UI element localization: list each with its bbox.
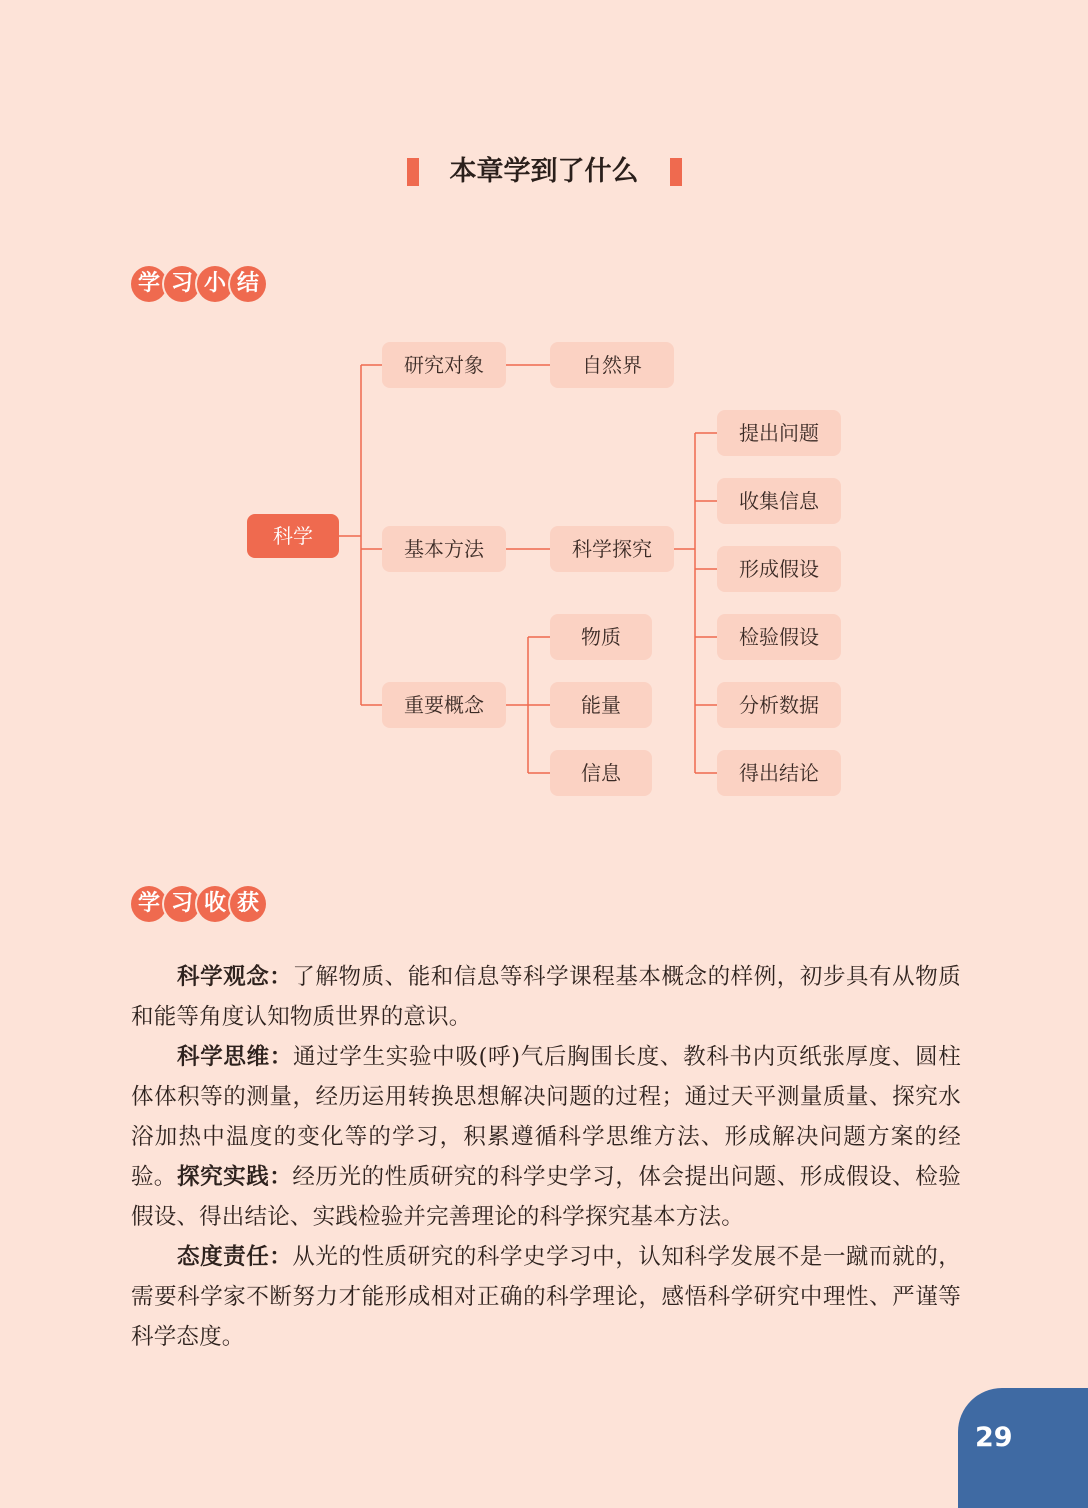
paragraph-text: 了解物质、能和信息等科学课程基本概念的样例，初步具有从物质和能等角度认知物质世界的意识。 [131, 964, 961, 1030]
summary-heading-char: 学 [131, 266, 167, 302]
paragraph-text: 经历光的性质研究的科学史学习，体会提出问题、形成假设、检验假设、得出结论、实践检验并完善理论的科学探究基本方法。 [131, 1164, 961, 1230]
inquiry-step-node: 形成假设 [717, 546, 841, 592]
summary-heading-char: 小 [197, 266, 233, 302]
paragraph-key: 科学观念： [177, 964, 293, 990]
page-title: 本章学到了什么 [449, 156, 639, 187]
summary-heading-char: 习 [164, 266, 200, 302]
branch-basic-method: 基本方法 [382, 526, 506, 572]
paragraph-key: 科学思维： [177, 1044, 293, 1070]
paragraph-attitude-responsibility [131, 1237, 961, 1357]
paragraph-text: 从光的性质研究的科学史学习中，认知科学发展不是一蹴而就的，需要科学家不断努力才能形成相对正确的科学理论，感悟科学研究中理性、严谨等科学态度。 [131, 1244, 961, 1350]
gains-heading-char: 学 [131, 886, 167, 922]
summary-heading-char: 结 [230, 266, 266, 302]
paragraph-inquiry-practice [131, 1157, 961, 1237]
page-number: 29 [975, 1422, 1013, 1453]
gains-heading-char: 获 [230, 886, 266, 922]
concept-node-information: 信息 [550, 750, 652, 796]
paragraph-scientific-concepts [131, 957, 961, 1037]
inquiry-step-node: 得出结论 [717, 750, 841, 796]
gains-heading-char: 收 [197, 886, 233, 922]
branch-key-concepts: 重要概念 [382, 682, 506, 728]
mindmap-root-node: 科学 [247, 514, 339, 558]
paragraph-key: 态度责任： [177, 1244, 293, 1270]
node-nature: 自然界 [550, 342, 674, 388]
paragraph-text: 通过学生实验中吸(呼)气后胸围长度、教科书内页纸张厚度、圆柱体体积等的测量，经历运用转换思想解决问题的过程；通过天平测量质量、探究水浴加热中温度的变化等的学习，积累遵循科学思维方法、形成解决问题方案的经验。 [131, 1044, 961, 1190]
inquiry-step-node: 收集信息 [717, 478, 841, 524]
paragraph-key: 探究实践： [177, 1164, 293, 1190]
inquiry-step-node: 分析数据 [717, 682, 841, 728]
concept-node-matter: 物质 [550, 614, 652, 660]
branch-research-object: 研究对象 [382, 342, 506, 388]
inquiry-step-node: 检验假设 [717, 614, 841, 660]
node-scientific-inquiry: 科学探究 [550, 526, 674, 572]
inquiry-step-node: 提出问题 [717, 410, 841, 456]
gains-heading-char: 习 [164, 886, 200, 922]
concept-node-energy: 能量 [550, 682, 652, 728]
